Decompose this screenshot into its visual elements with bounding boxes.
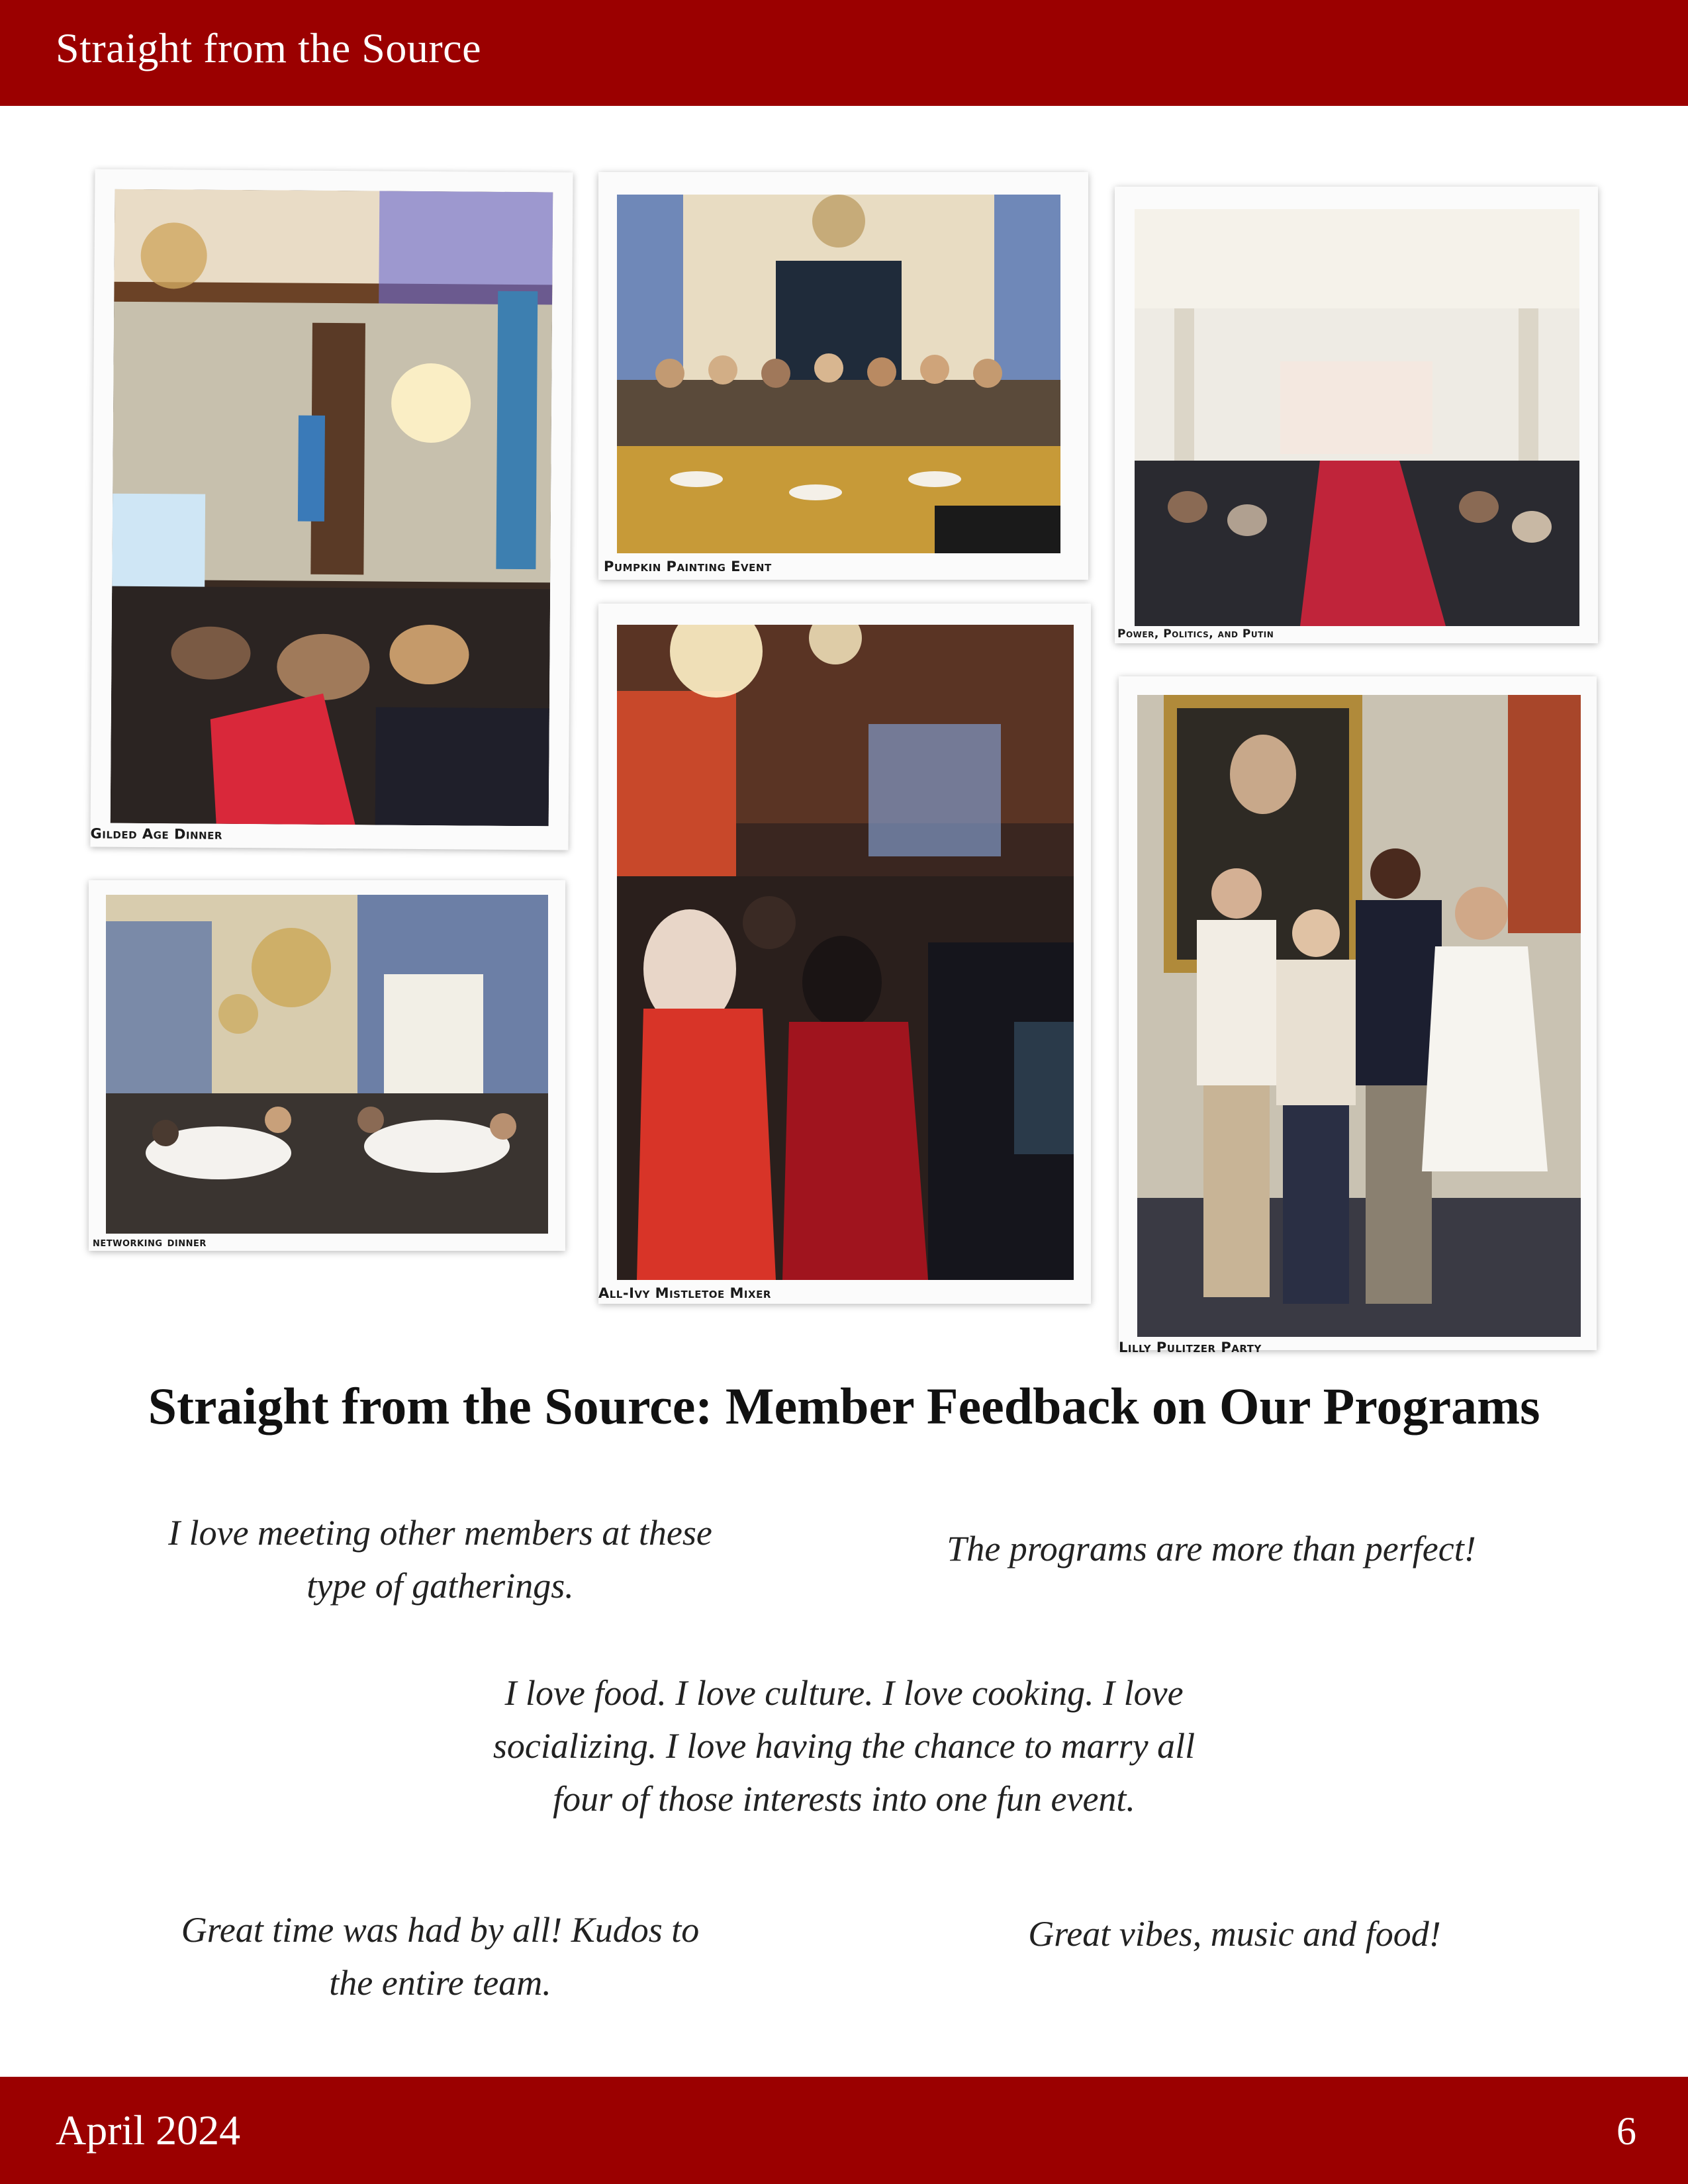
quote-line: Great vibes, music and food!: [1028, 1914, 1441, 1954]
quote-programs-perfect: [861, 1522, 1562, 1575]
photo-lilly-pulitzer: [1137, 695, 1581, 1337]
quote-great-time: [99, 1903, 781, 2009]
photo-card-power-politics-putin: [1115, 187, 1598, 643]
photo-gilded-age-dinner: [111, 189, 553, 827]
quote-line: The programs are more than perfect!: [947, 1529, 1476, 1569]
footer-date: April 2024: [56, 2107, 241, 2154]
quote-line: I love meeting other members at these: [168, 1513, 712, 1553]
quote-line: socializing. I love having the chance to marry all: [492, 1726, 1196, 1766]
quote-line: the entire team.: [329, 1963, 551, 2003]
photo-card-gilded-age-dinner: [90, 169, 573, 850]
quote-line: Great time was had by all! Kudos to: [181, 1910, 700, 1950]
photo-card-pumpkin-painting: [598, 172, 1088, 580]
header-title: Straight from the Source: [56, 24, 481, 71]
photo-mistletoe-mixer: [617, 625, 1074, 1280]
quote-love-food: [371, 1666, 1317, 1825]
quote-line: type of gatherings.: [306, 1566, 574, 1606]
photo-card-lilly-pulitzer: [1119, 676, 1597, 1355]
photo-power-politics-putin: [1135, 209, 1579, 626]
photo-pumpkin-painting: [617, 195, 1060, 553]
feedback-heading: Straight from the Source: Member Feedback on Our Programs: [148, 1377, 1540, 1435]
photo-networking-dinner: [106, 895, 548, 1234]
header-band: [0, 0, 1688, 106]
quote-line: four of those interests into one fun event.: [553, 1779, 1135, 1819]
footer-band: [0, 2077, 1688, 2184]
photo-card-networking-dinner: [89, 880, 565, 1251]
quote-meeting-members: [99, 1506, 781, 1612]
caption-pumpkin-painting: Pumpkin Painting Event: [604, 559, 772, 574]
caption-mistletoe-mixer: All-Ivy Mistletoe Mixer: [598, 1285, 771, 1301]
quote-line: I love food. I love culture. I love cooking. I love: [504, 1673, 1184, 1713]
caption-lilly-pulitzer: Lilly Pulitzer Party: [1119, 1340, 1262, 1355]
quote-great-vibes: [887, 1907, 1582, 1960]
page-number: 6: [1617, 2109, 1636, 2153]
photo-card-mistletoe-mixer: [598, 604, 1091, 1304]
caption-networking-dinner: networking dinner: [93, 1235, 207, 1250]
caption-gilded-age-dinner: Gilded Age Dinner: [90, 825, 223, 842]
caption-power-politics-putin: Power, Politics, and Putin: [1117, 627, 1274, 641]
